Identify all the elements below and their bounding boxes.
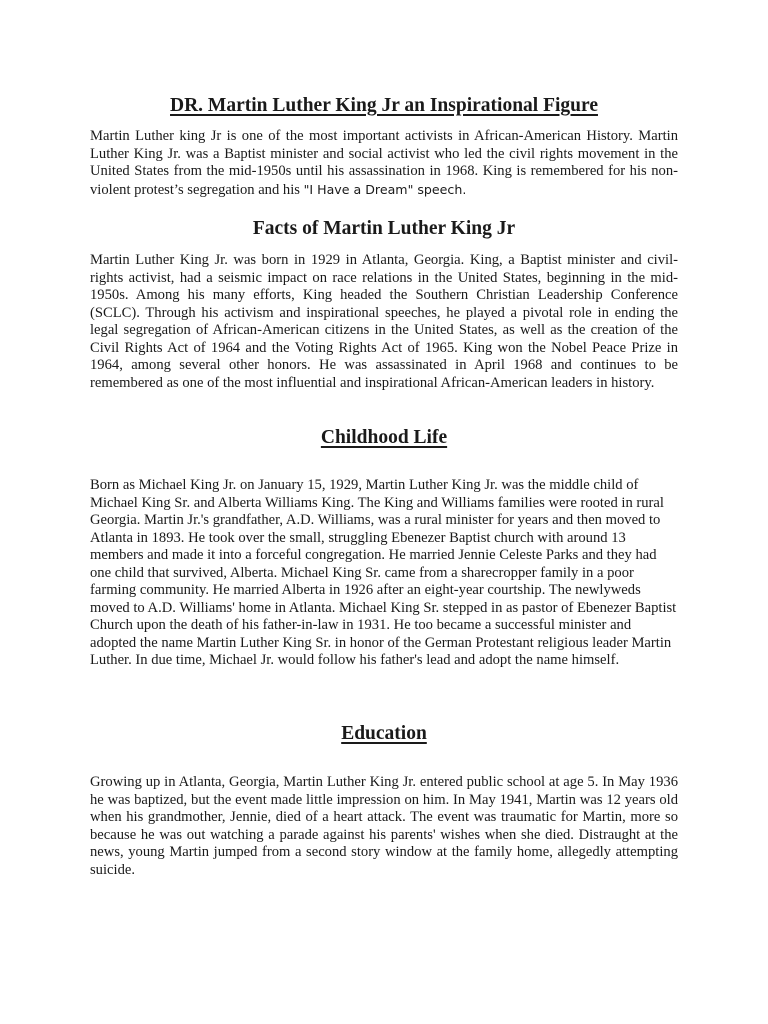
section-heading-facts: Facts of Martin Luther King Jr <box>252 218 516 239</box>
document-title: DR. Martin Luther King Jr an Inspirational Figure <box>170 95 598 116</box>
section-body-education: Growing up in Atlanta, Georgia, Martin Luther King Jr. entered public school at age 5. In May 1936 he was baptized, but the event made little impression on him. In May 1941, Martin was 12 years old when his grandmother, Jennie, died of a heart attack. The event was traumatic for Martin, more so because he was out watching a parade against his parents' wishes when she died. Distraught at the news, young Martin jumped from a second story window at the family home, allegedly attempting suicide. <box>90 774 678 878</box>
section-heading-education: Education <box>341 723 427 744</box>
section-body-childhood: Born as Michael King Jr. on January 15, 1929, Martin Luther King Jr. was the middle child of Michael King Sr. and Alberta Williams King. The King and Williams families were rooted in rural Georgia. Martin Jr.'s grandfather, A.D. Williams, was a rural minister for years and then moved to Atlanta in 1893. He took over the small, struggling Ebenezer Baptist church with around 13 members and made it into a forceful congregation. He married Jennie Celeste Parks and they had one child that survived, Alberta. Michael King Sr. came from a sharecropper family in a poor farming community. He married Alberta in 1926 after an eight-year courtship. The newlyweds moved to A.D. Williams' home in Atlanta. Michael King Sr. stepped in as pastor of Ebenezer Baptist Church upon the death of his father-in-law in 1931. He too became a successful minister and adopted the name Martin Luther King Sr. in honor of the German Protestant religious leader Martin Luther. In due time, Michael Jr. would follow his father's lead and adopt the name himself. <box>90 477 677 668</box>
intro-paragraph <box>90 128 678 199</box>
section-heading-childhood: Childhood Life <box>320 427 448 448</box>
intro-speech-text: "I Have a Dream" speech. <box>303 181 467 197</box>
section-body-facts: Martin Luther King Jr. was born in 1929 in Atlanta, Georgia. King, a Baptist minister and civil-rights activist, had a seismic impact on race relations in the United States, beginning in the mid-1950s. Among his many efforts, King headed the Southern Christian Leadership Conference (SCLC). Through his activism and inspirational speeches, he played a pivotal role in ending the legal segregation of African-American citizens in the United States, as well as the creation of the Civil Rights Act of 1964 and the Voting Rights Act of 1965. King won the Nobel Peace Prize in 1964, among several other honors. He was assassinated in April 1968 and continues to be remembered as one of the most influential and inspirational African-American leaders in history. <box>90 252 678 391</box>
intro-text: Martin Luther king Jr is one of the most important activists in African-American History. Martin Luther King Jr. was a Baptist minister and social activist who led the civil rights movement in the United States from the mid-1950s until his assassination in 1968. King is remembered for his non-violent protest’s segregation and his <box>90 128 678 198</box>
